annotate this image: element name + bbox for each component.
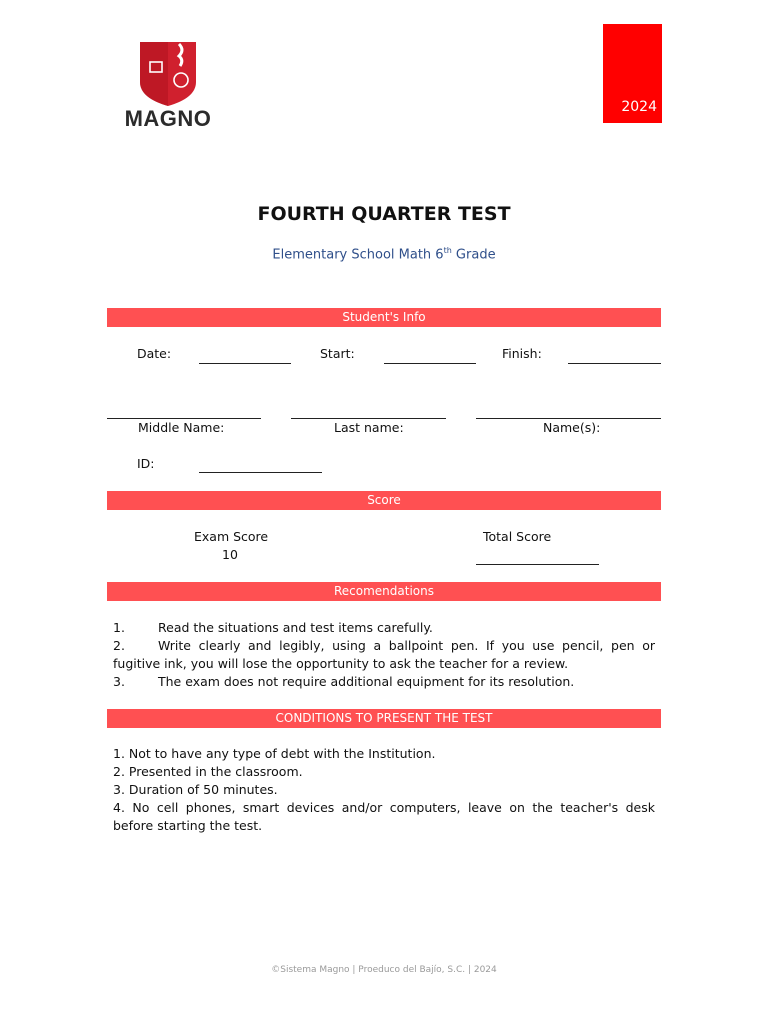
list-item: 1. Not to have any type of debt with the Institution.	[113, 746, 436, 761]
subtitle-prefix: Elementary School Math 6	[272, 247, 444, 263]
item-number: 3.	[113, 674, 125, 689]
subtitle	[0, 246, 768, 262]
year-text: 2024	[621, 99, 657, 115]
id-field[interactable]	[199, 472, 322, 473]
footer: ©Sistema Magno | Proeduco del Bajío, S.C. | 2024	[271, 965, 497, 975]
score-header: Score	[107, 491, 661, 510]
item-text: Read the situations and test items carefully.	[158, 620, 433, 635]
list-item	[113, 619, 655, 637]
exam-score-label: Exam Score	[194, 529, 269, 544]
page-title: FOURTH QUARTER TEST	[257, 203, 511, 225]
item-text: Write clearly and legibly, using a ballpoint pen. If you use pencil, pen or fugitive ink, you will lose the opportunity to ask the teacher for a review.	[113, 638, 655, 671]
logo-text: MAGNO	[124, 106, 212, 131]
start-field[interactable]	[384, 363, 476, 364]
item-number: 1.	[113, 620, 125, 635]
list-item: 4. No cell phones, smart devices and/or computers, leave on the teacher's desk before starting the test.	[113, 800, 655, 833]
list-item	[113, 673, 655, 691]
item-text: The exam does not require additional equipment for its resolution.	[158, 674, 575, 689]
middle-name-label: Middle Name:	[138, 420, 225, 435]
item-number: 2.	[113, 638, 125, 653]
id-label: ID:	[137, 456, 155, 471]
finish-field[interactable]	[568, 363, 661, 364]
start-label: Start:	[320, 346, 355, 361]
date-field[interactable]	[199, 363, 291, 364]
date-label: Date:	[137, 346, 172, 361]
conditions-list	[113, 745, 655, 835]
total-score-label: Total Score	[483, 529, 552, 544]
list-item: 2. Presented in the classroom.	[113, 764, 303, 779]
students-info-header: Student's Info	[107, 308, 661, 327]
subtitle-suffix: Grade	[451, 247, 496, 263]
exam-score-value: 10	[222, 547, 238, 562]
middle-name-field[interactable]	[107, 418, 261, 419]
conditions-header: CONDITIONS TO PRESENT THE TEST	[107, 709, 661, 728]
recommendations-list	[113, 619, 655, 691]
list-item: 3. Duration of 50 minutes.	[113, 782, 278, 797]
last-name-field[interactable]	[291, 418, 446, 419]
subtitle-sup: th	[443, 246, 452, 255]
names-field[interactable]	[476, 418, 661, 419]
finish-label: Finish:	[502, 346, 542, 361]
list-item	[113, 637, 655, 673]
names-label: Name(s):	[543, 420, 601, 435]
total-score-field[interactable]	[476, 564, 599, 565]
last-name-label: Last name:	[334, 420, 404, 435]
year-badge	[603, 24, 662, 123]
recommendations-header: Recomendations	[107, 582, 661, 601]
